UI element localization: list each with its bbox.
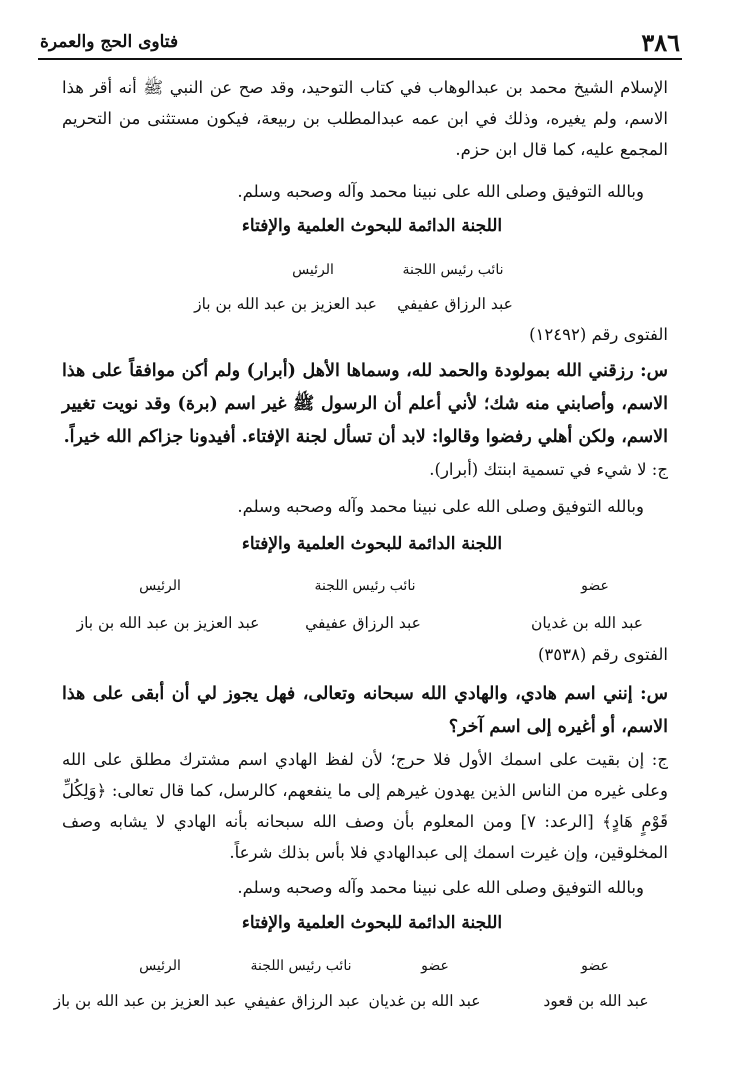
closing-formula: وبالله التوفيق وصلى الله على نبينا محمد وآله وصحبه وسلم.: [237, 182, 644, 201]
member-name: عبد الله بن غديان: [368, 992, 481, 1010]
book-title: فتاوى الحج والعمرة: [40, 32, 179, 52]
chair-label: الرئيس: [292, 262, 334, 278]
closing-formula: وبالله التوفيق وصلى الله على نبينا محمد وآله وصحبه وسلم.: [237, 497, 644, 516]
chair-label: الرئيس: [139, 958, 181, 974]
member-label: عضو: [421, 958, 449, 974]
fatwa-number: الفتوى رقم (١٢٤٩٢): [529, 325, 668, 344]
closing-formula: وبالله التوفيق وصلى الله على نبينا محمد وآله وصحبه وسلم.: [237, 878, 644, 897]
member-label: عضو: [581, 578, 609, 594]
fatwa-answer: ج: إن بقيت على اسمك الأول فلا حرج؛ لأن لفظ الهادي اسم مشترك مطلق على الله وعلى غيره من الناس الذين يهدون غيرهم إلى ما ينفعهم، كالرسل، كما قال تعالى: ﴿وَلِكُلِّ قَوْمٍ هَادٍ﴾ [الرعد: ٧] ومن المعلوم بأن وصف الله سبحانه بأنه الهادي لا يشابه وصف المخلوقين، وإن غيرت اسمك إلى عبدالهادي فلا بأس بذلك شرعاً.: [62, 750, 669, 862]
vice-chair-label: نائب رئيس اللجنة: [314, 578, 416, 594]
chair-name: عبد العزيز بن عبد الله بن باز: [76, 614, 260, 632]
previous-answer-continuation: الإسلام الشيخ محمد بن عبدالوهاب في كتاب التوحيد، وقد صح عن النبي ﷺ أنه أقر هذا الاسم، ولم يغيره، وذلك في ابن عمه عبدالمطلب بن ربيعة، فيكون مستثنى من التحريم المجمع عليه، كما قال ابن حزم.: [62, 78, 668, 159]
chair-name: عبد العزيز بن عبد الله بن باز: [194, 295, 377, 313]
committee-name: اللجنة الدائمة للبحوث العلمية والإفتاء: [241, 534, 503, 554]
member-name: عبد الله بن قعود: [543, 992, 649, 1010]
member-name: عبد الله بن غديان: [530, 614, 644, 632]
fatwa-question: س: إنني اسم هادي، والهادي الله سبحانه وتعالى، فهل يجوز لي أن أبقى على هذا الاسم، أو أغيره إلى اسم آخر؟: [62, 684, 668, 737]
fatwa-number: الفتوى رقم (٣٥٣٨): [537, 645, 668, 664]
page-number: ٣٨٦: [641, 28, 680, 57]
vice-chair-name: عبد الرزاق عفيفي: [397, 295, 513, 313]
vice-chair-label: نائب رئيس اللجنة: [250, 958, 352, 974]
fatwa-answer: ج: لا شيء في تسمية ابنتك (أبرار).: [429, 460, 668, 479]
chair-label: الرئيس: [139, 578, 181, 594]
fatwa-question: س: رزقني الله بمولودة والحمد لله، وسماها الأهل (أبرار) ولم أكن موافقاً على هذا الاسم، وأصابني منه شك؛ لأني أعلم أن الرسول ﷺ غير اسم (برة) وقد نويت تغيير الاسم، ولكن أهلي رفضوا وقالوا: لابد أن تسأل لجنة الإفتاء. أفيدونا جزاكم الله خيراً.: [62, 361, 668, 447]
committee-name: اللجنة الدائمة للبحوث العلمية والإفتاء: [241, 216, 503, 236]
vice-chair-name: عبد الرزاق عفيفي: [244, 992, 360, 1010]
vice-chair-label: نائب رئيس اللجنة: [402, 262, 504, 278]
running-header: [38, 28, 682, 60]
vice-chair-name: عبد الرزاق عفيفي: [305, 614, 421, 632]
member-label: عضو: [581, 958, 609, 974]
committee-name: اللجنة الدائمة للبحوث العلمية والإفتاء: [241, 913, 503, 933]
chair-name: عبد العزيز بن عبد الله بن باز: [53, 992, 237, 1010]
